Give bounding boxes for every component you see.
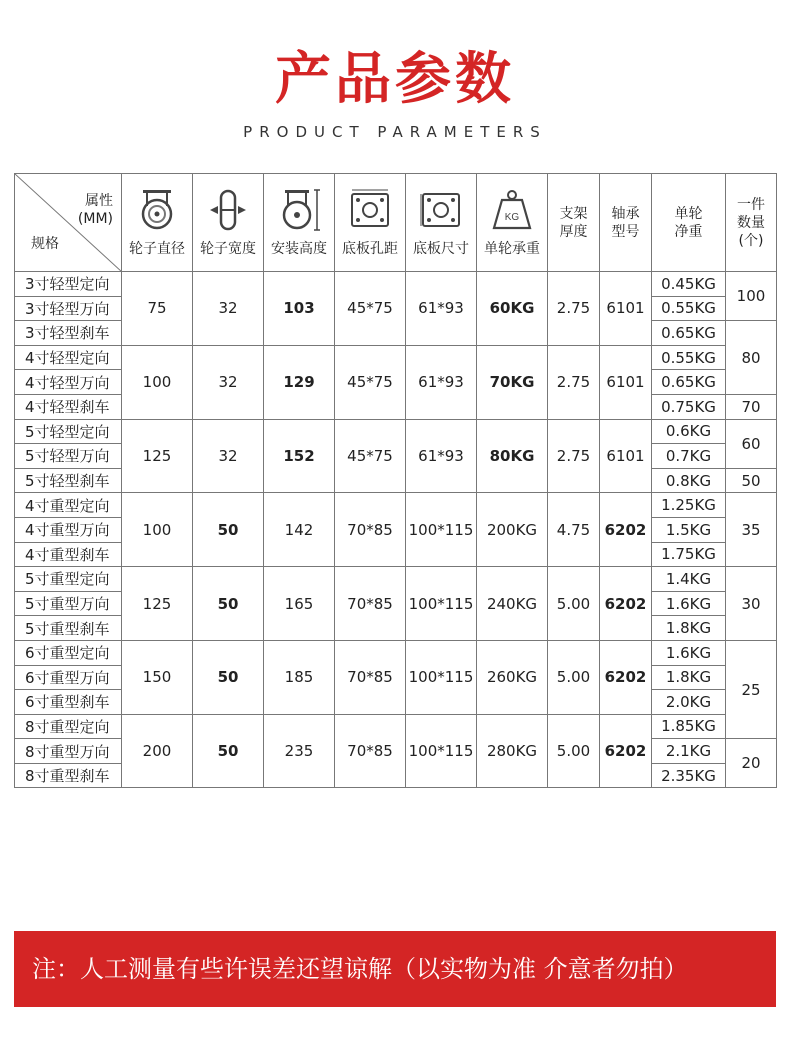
header-install-height xyxy=(264,174,335,272)
kg-icon-text: KG xyxy=(504,211,520,223)
load-cell: 240KG xyxy=(477,567,548,641)
wheel-width-icon xyxy=(206,188,250,232)
table-row xyxy=(15,714,777,739)
quantity-cell: 100 xyxy=(726,272,777,321)
plate-cell: 61*93 xyxy=(406,345,477,419)
spec-cell: 3寸轻型万向 xyxy=(15,296,122,321)
kg-weight-icon xyxy=(490,188,534,232)
height-cell: 142 xyxy=(264,493,335,567)
header-qty-line2: 数量 xyxy=(737,214,765,231)
attr-label-block xyxy=(78,192,113,228)
footer-note: 注：人工测量有些许误差还望谅解（以实物为准 介意者勿拍） xyxy=(14,931,776,1007)
spec-cell: 8寸重型刹车 xyxy=(15,763,122,788)
spec-cell: 4寸轻型万向 xyxy=(15,370,122,395)
spec-cell: 4寸重型定向 xyxy=(15,493,122,518)
header-row xyxy=(15,174,777,272)
plate-size-icon xyxy=(419,188,463,232)
holes-cell: 45*75 xyxy=(335,272,406,346)
quantity-cell: 35 xyxy=(726,493,777,567)
header-bracket xyxy=(548,174,600,272)
parameter-table-container xyxy=(14,173,776,788)
header-net-line2: 净重 xyxy=(674,223,703,240)
attr-unit: (MM) xyxy=(77,211,113,227)
header-hole-spacing-label: 底板孔距 xyxy=(342,240,398,257)
width-cell: 50 xyxy=(193,640,264,714)
header-wheel-width xyxy=(193,174,264,272)
bracket-cell: 5.00 xyxy=(548,567,600,641)
table-row xyxy=(15,419,777,444)
spec-cell: 5寸重型刹车 xyxy=(15,616,122,641)
spec-cell: 4寸重型刹车 xyxy=(15,542,122,567)
page-subtitle: PRODUCT PARAMETERS xyxy=(243,123,547,141)
quantity-cell: 50 xyxy=(726,468,777,493)
plate-cell: 100*115 xyxy=(406,714,477,788)
diameter-cell: 150 xyxy=(122,640,193,714)
spec-cell: 3寸轻型定向 xyxy=(15,272,122,297)
width-cell: 50 xyxy=(193,567,264,641)
diameter-cell: 75 xyxy=(122,272,193,346)
net-weight-cell: 0.8KG xyxy=(652,468,726,493)
header-hole-spacing xyxy=(335,174,406,272)
header-wheel-diameter-label: 轮子直径 xyxy=(129,240,185,257)
height-cell: 165 xyxy=(264,567,335,641)
net-weight-cell: 2.0KG xyxy=(652,690,726,715)
header-plate-size xyxy=(406,174,477,272)
holes-cell: 45*75 xyxy=(335,345,406,419)
spec-cell: 6寸重型定向 xyxy=(15,640,122,665)
net-weight-cell: 1.8KG xyxy=(652,616,726,641)
net-weight-cell: 1.8KG xyxy=(652,665,726,690)
net-weight-cell: 1.25KG xyxy=(652,493,726,518)
net-weight-cell: 0.6KG xyxy=(652,419,726,444)
holes-cell: 70*85 xyxy=(335,714,406,788)
parameter-table xyxy=(14,173,777,788)
bearing-cell: 6101 xyxy=(600,345,652,419)
plate-cell: 61*93 xyxy=(406,272,477,346)
spec-cell: 3寸轻型刹车 xyxy=(15,321,122,346)
plate-cell: 100*115 xyxy=(406,493,477,567)
holes-cell: 70*85 xyxy=(335,640,406,714)
header-wheel-width-label: 轮子宽度 xyxy=(200,240,256,257)
spec-cell: 8寸重型万向 xyxy=(15,739,122,764)
net-weight-cell: 1.85KG xyxy=(652,714,726,739)
net-weight-cell: 1.4KG xyxy=(652,567,726,592)
load-cell: 280KG xyxy=(477,714,548,788)
header-net-line1: 单轮 xyxy=(674,205,703,222)
height-cell: 152 xyxy=(264,419,335,493)
spec-cell: 5寸轻型定向 xyxy=(15,419,122,444)
spec-cell: 4寸轻型刹车 xyxy=(15,394,122,419)
height-cell: 235 xyxy=(264,714,335,788)
net-weight-cell: 0.75KG xyxy=(652,394,726,419)
header-bearing xyxy=(600,174,652,272)
diameter-cell: 100 xyxy=(122,493,193,567)
net-weight-cell: 0.45KG xyxy=(652,272,726,297)
caster-wheel-icon xyxy=(135,188,179,232)
header-wheel-diameter xyxy=(122,174,193,272)
bracket-cell: 2.75 xyxy=(548,345,600,419)
width-cell: 32 xyxy=(193,419,264,493)
corner-header-cell xyxy=(15,174,122,272)
load-cell: 60KG xyxy=(477,272,548,346)
holes-cell: 70*85 xyxy=(335,493,406,567)
attr-label: 属性 xyxy=(85,193,113,209)
header-load xyxy=(477,174,548,272)
table-row xyxy=(15,493,777,518)
header-load-label: 单轮承重 xyxy=(484,240,540,257)
net-weight-cell: 0.55KG xyxy=(652,296,726,321)
table-row xyxy=(15,345,777,370)
spec-cell: 8寸重型定向 xyxy=(15,714,122,739)
table-row xyxy=(15,272,777,297)
bearing-cell: 6202 xyxy=(600,567,652,641)
plate-holes-icon xyxy=(348,188,392,232)
width-cell: 50 xyxy=(193,493,264,567)
spec-cell: 5寸重型定向 xyxy=(15,567,122,592)
height-cell: 129 xyxy=(264,345,335,419)
quantity-cell: 20 xyxy=(726,739,777,788)
table-row xyxy=(15,640,777,665)
bearing-cell: 6202 xyxy=(600,714,652,788)
net-weight-cell: 1.75KG xyxy=(652,542,726,567)
page-title: 产品参数 xyxy=(275,47,515,112)
diameter-cell: 125 xyxy=(122,567,193,641)
table-row xyxy=(15,567,777,592)
quantity-cell: 30 xyxy=(726,567,777,641)
header-qty-line1: 一件 xyxy=(737,196,765,213)
height-cell: 103 xyxy=(264,272,335,346)
bracket-cell: 5.00 xyxy=(548,640,600,714)
holes-cell: 70*85 xyxy=(335,567,406,641)
bearing-cell: 6202 xyxy=(600,493,652,567)
net-weight-cell: 0.55KG xyxy=(652,345,726,370)
bearing-cell: 6101 xyxy=(600,272,652,346)
bracket-cell: 4.75 xyxy=(548,493,600,567)
quantity-cell: 60 xyxy=(726,419,777,468)
net-weight-cell: 1.5KG xyxy=(652,517,726,542)
diameter-cell: 200 xyxy=(122,714,193,788)
header-qty-line3: (个) xyxy=(738,232,764,249)
plate-cell: 61*93 xyxy=(406,419,477,493)
header-bracket-line1: 支架 xyxy=(559,205,588,222)
bracket-cell: 2.75 xyxy=(548,419,600,493)
spec-cell: 4寸重型万向 xyxy=(15,517,122,542)
width-cell: 32 xyxy=(193,345,264,419)
net-weight-cell: 1.6KG xyxy=(652,591,726,616)
diameter-cell: 125 xyxy=(122,419,193,493)
header-bearing-line1: 轴承 xyxy=(611,205,640,222)
quantity-cell: 80 xyxy=(726,321,777,395)
plate-cell: 100*115 xyxy=(406,640,477,714)
spec-cell: 5寸轻型万向 xyxy=(15,444,122,469)
header-install-height-label: 安装高度 xyxy=(271,240,327,257)
header-net-weight xyxy=(652,174,726,272)
bearing-cell: 6101 xyxy=(600,419,652,493)
holes-cell: 45*75 xyxy=(335,419,406,493)
net-weight-cell: 2.35KG xyxy=(652,763,726,788)
net-weight-cell: 2.1KG xyxy=(652,739,726,764)
net-weight-cell: 0.65KG xyxy=(652,321,726,346)
bearing-cell: 6202 xyxy=(600,640,652,714)
width-cell: 32 xyxy=(193,272,264,346)
net-weight-cell: 0.65KG xyxy=(652,370,726,395)
bracket-cell: 2.75 xyxy=(548,272,600,346)
load-cell: 70KG xyxy=(477,345,548,419)
load-cell: 260KG xyxy=(477,640,548,714)
quantity-cell: 70 xyxy=(726,394,777,419)
spec-cell: 5寸轻型刹车 xyxy=(15,468,122,493)
spec-cell: 6寸重型刹车 xyxy=(15,690,122,715)
header-bearing-line2: 型号 xyxy=(611,223,640,240)
spec-cell: 4寸轻型定向 xyxy=(15,345,122,370)
caster-height-icon xyxy=(277,188,321,232)
width-cell: 50 xyxy=(193,714,264,788)
spec-cell: 5寸重型万向 xyxy=(15,591,122,616)
bracket-cell: 5.00 xyxy=(548,714,600,788)
parameter-table-body xyxy=(15,272,777,788)
header-bracket-line2: 厚度 xyxy=(559,223,588,240)
header-quantity xyxy=(726,174,777,272)
height-cell: 185 xyxy=(264,640,335,714)
quantity-cell: 25 xyxy=(726,640,777,738)
net-weight-cell: 1.6KG xyxy=(652,640,726,665)
load-cell: 200KG xyxy=(477,493,548,567)
diameter-cell: 100 xyxy=(122,345,193,419)
net-weight-cell: 0.7KG xyxy=(652,444,726,469)
header-plate-size-label: 底板尺寸 xyxy=(413,240,469,257)
spec-cell: 6寸重型万向 xyxy=(15,665,122,690)
load-cell: 80KG xyxy=(477,419,548,493)
plate-cell: 100*115 xyxy=(406,567,477,641)
spec-label: 规格 xyxy=(31,236,59,252)
